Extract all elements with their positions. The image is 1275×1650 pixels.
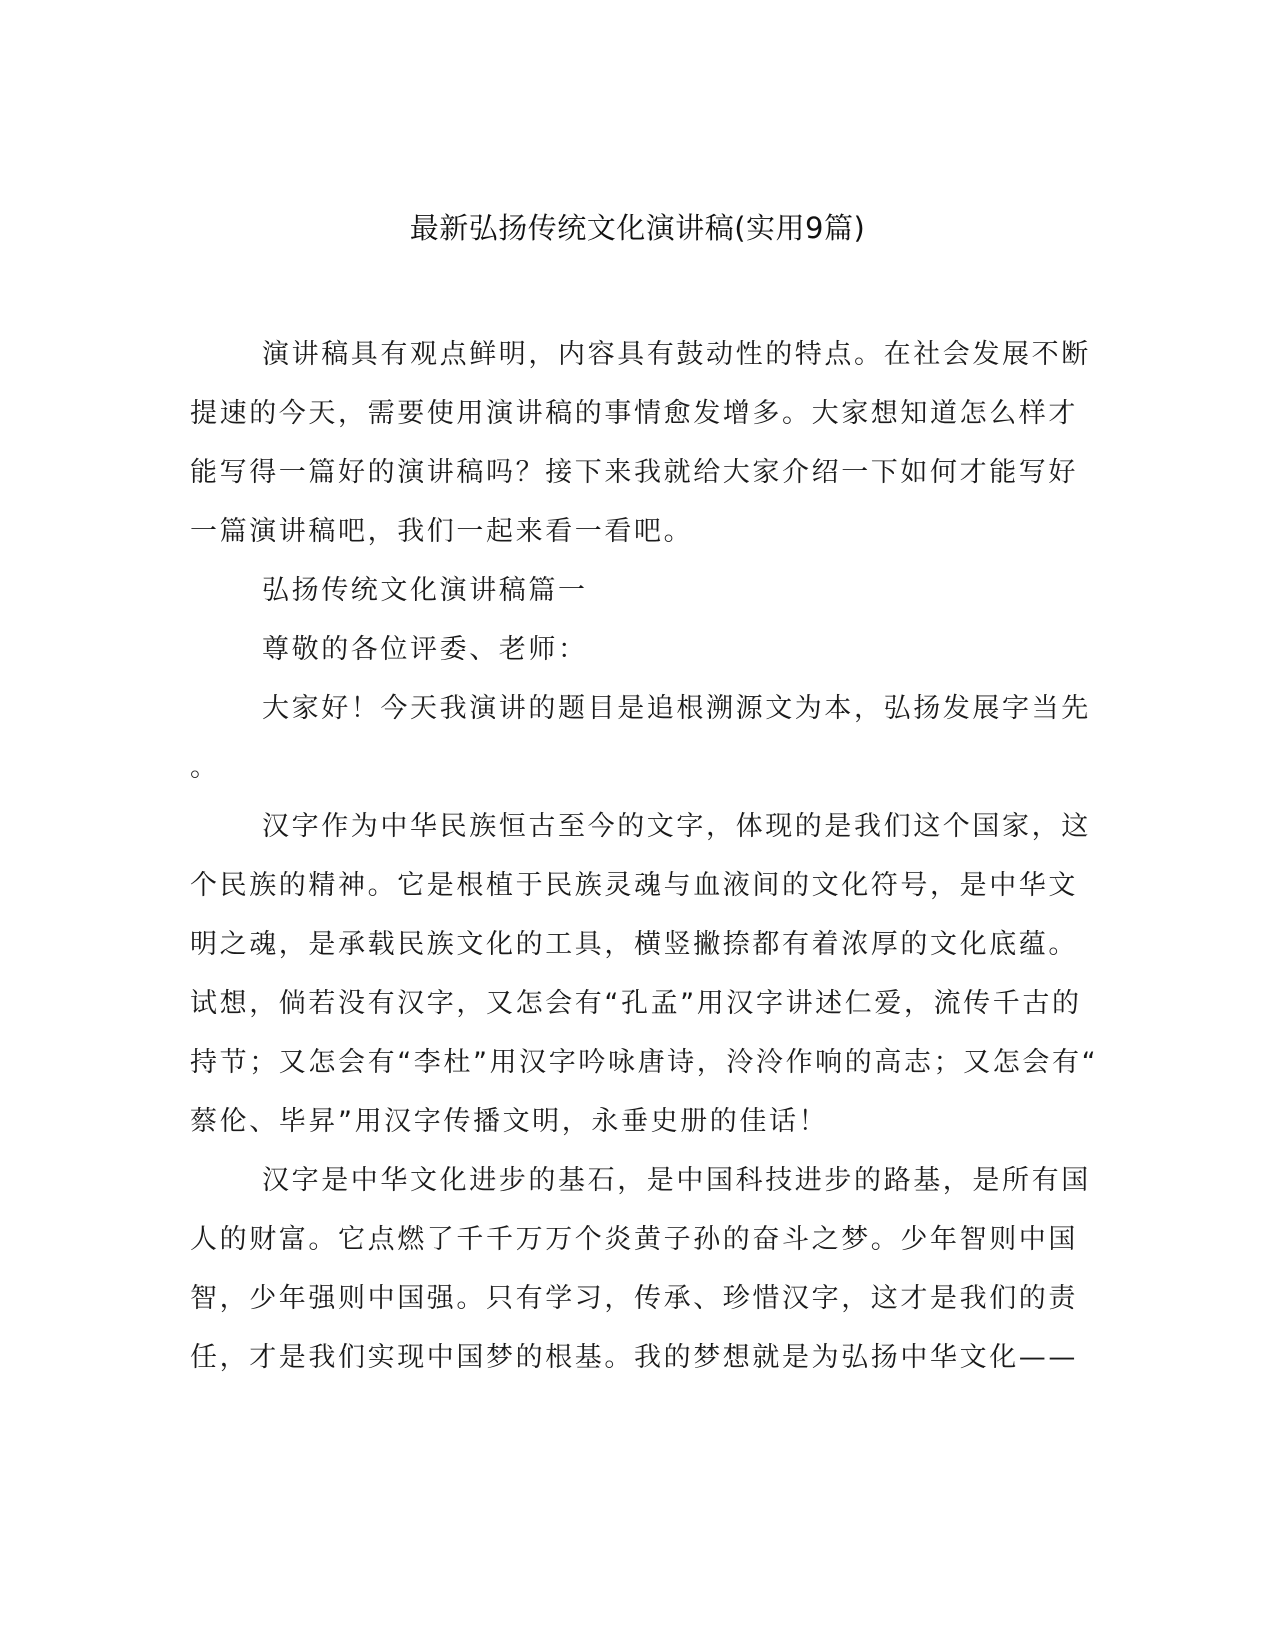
text-line: 。 [190,752,220,783]
document-body [190,325,1099,1387]
text-line: 明之魂，是承载民族文化的工具，横竖撇捺都有着浓厚的文化底蕴。 [190,929,1078,960]
text-line: 持节；又怎会有“李杜”用汉字吟咏唐诗，泠泠作响的高志；又怎会有“ [190,1047,1099,1078]
text-line: 大家好！今天我演讲的题目是追根溯源文为本，弘扬发展字当先 [262,693,1091,724]
text-line: 汉字作为中华民族恒古至今的文字，体现的是我们这个国家，这 [262,811,1091,842]
text-line: 能写得一篇好的演讲稿吗？接下来我就给大家介绍一下如何才能写好 [190,457,1078,488]
text-line: 演讲稿具有观点鲜明，内容具有鼓动性的特点。在社会发展不断 [262,339,1091,370]
text-line: 尊敬的各位评委、老师： [262,634,588,665]
text-line: 弘扬传统文化演讲稿篇一 [262,575,588,606]
document-title: 最新弘扬传统文化演讲稿(实用9篇) [409,211,866,245]
text-line: 人的财富。它点燃了千千万万个炎黄子孙的奋斗之梦。少年智则中国 [190,1224,1078,1255]
text-line: 一篇演讲稿吧，我们一起来看一看吧。 [190,516,694,547]
text-line: 个民族的精神。它是根植于民族灵魂与血液间的文化符号，是中华文 [190,870,1078,901]
text-line: 任，才是我们实现中国梦的根基。我的梦想就是为弘扬中华文化—— [190,1342,1078,1373]
text-line: 汉字是中华文化进步的基石，是中国科技进步的路基，是所有国 [262,1165,1091,1196]
text-line: 提速的今天，需要使用演讲稿的事情愈发增多。大家想知道怎么样才 [190,398,1078,429]
text-line: 试想，倘若没有汉字，又怎会有“孔孟”用汉字讲述仁爱，流传千古的 [190,988,1082,1019]
text-line: 蔡伦、毕昇”用汉字传播文明，永垂史册的佳话！ [190,1106,829,1137]
text-line: 智，少年强则中国强。只有学习，传承、珍惜汉字，这才是我们的责 [190,1283,1078,1314]
